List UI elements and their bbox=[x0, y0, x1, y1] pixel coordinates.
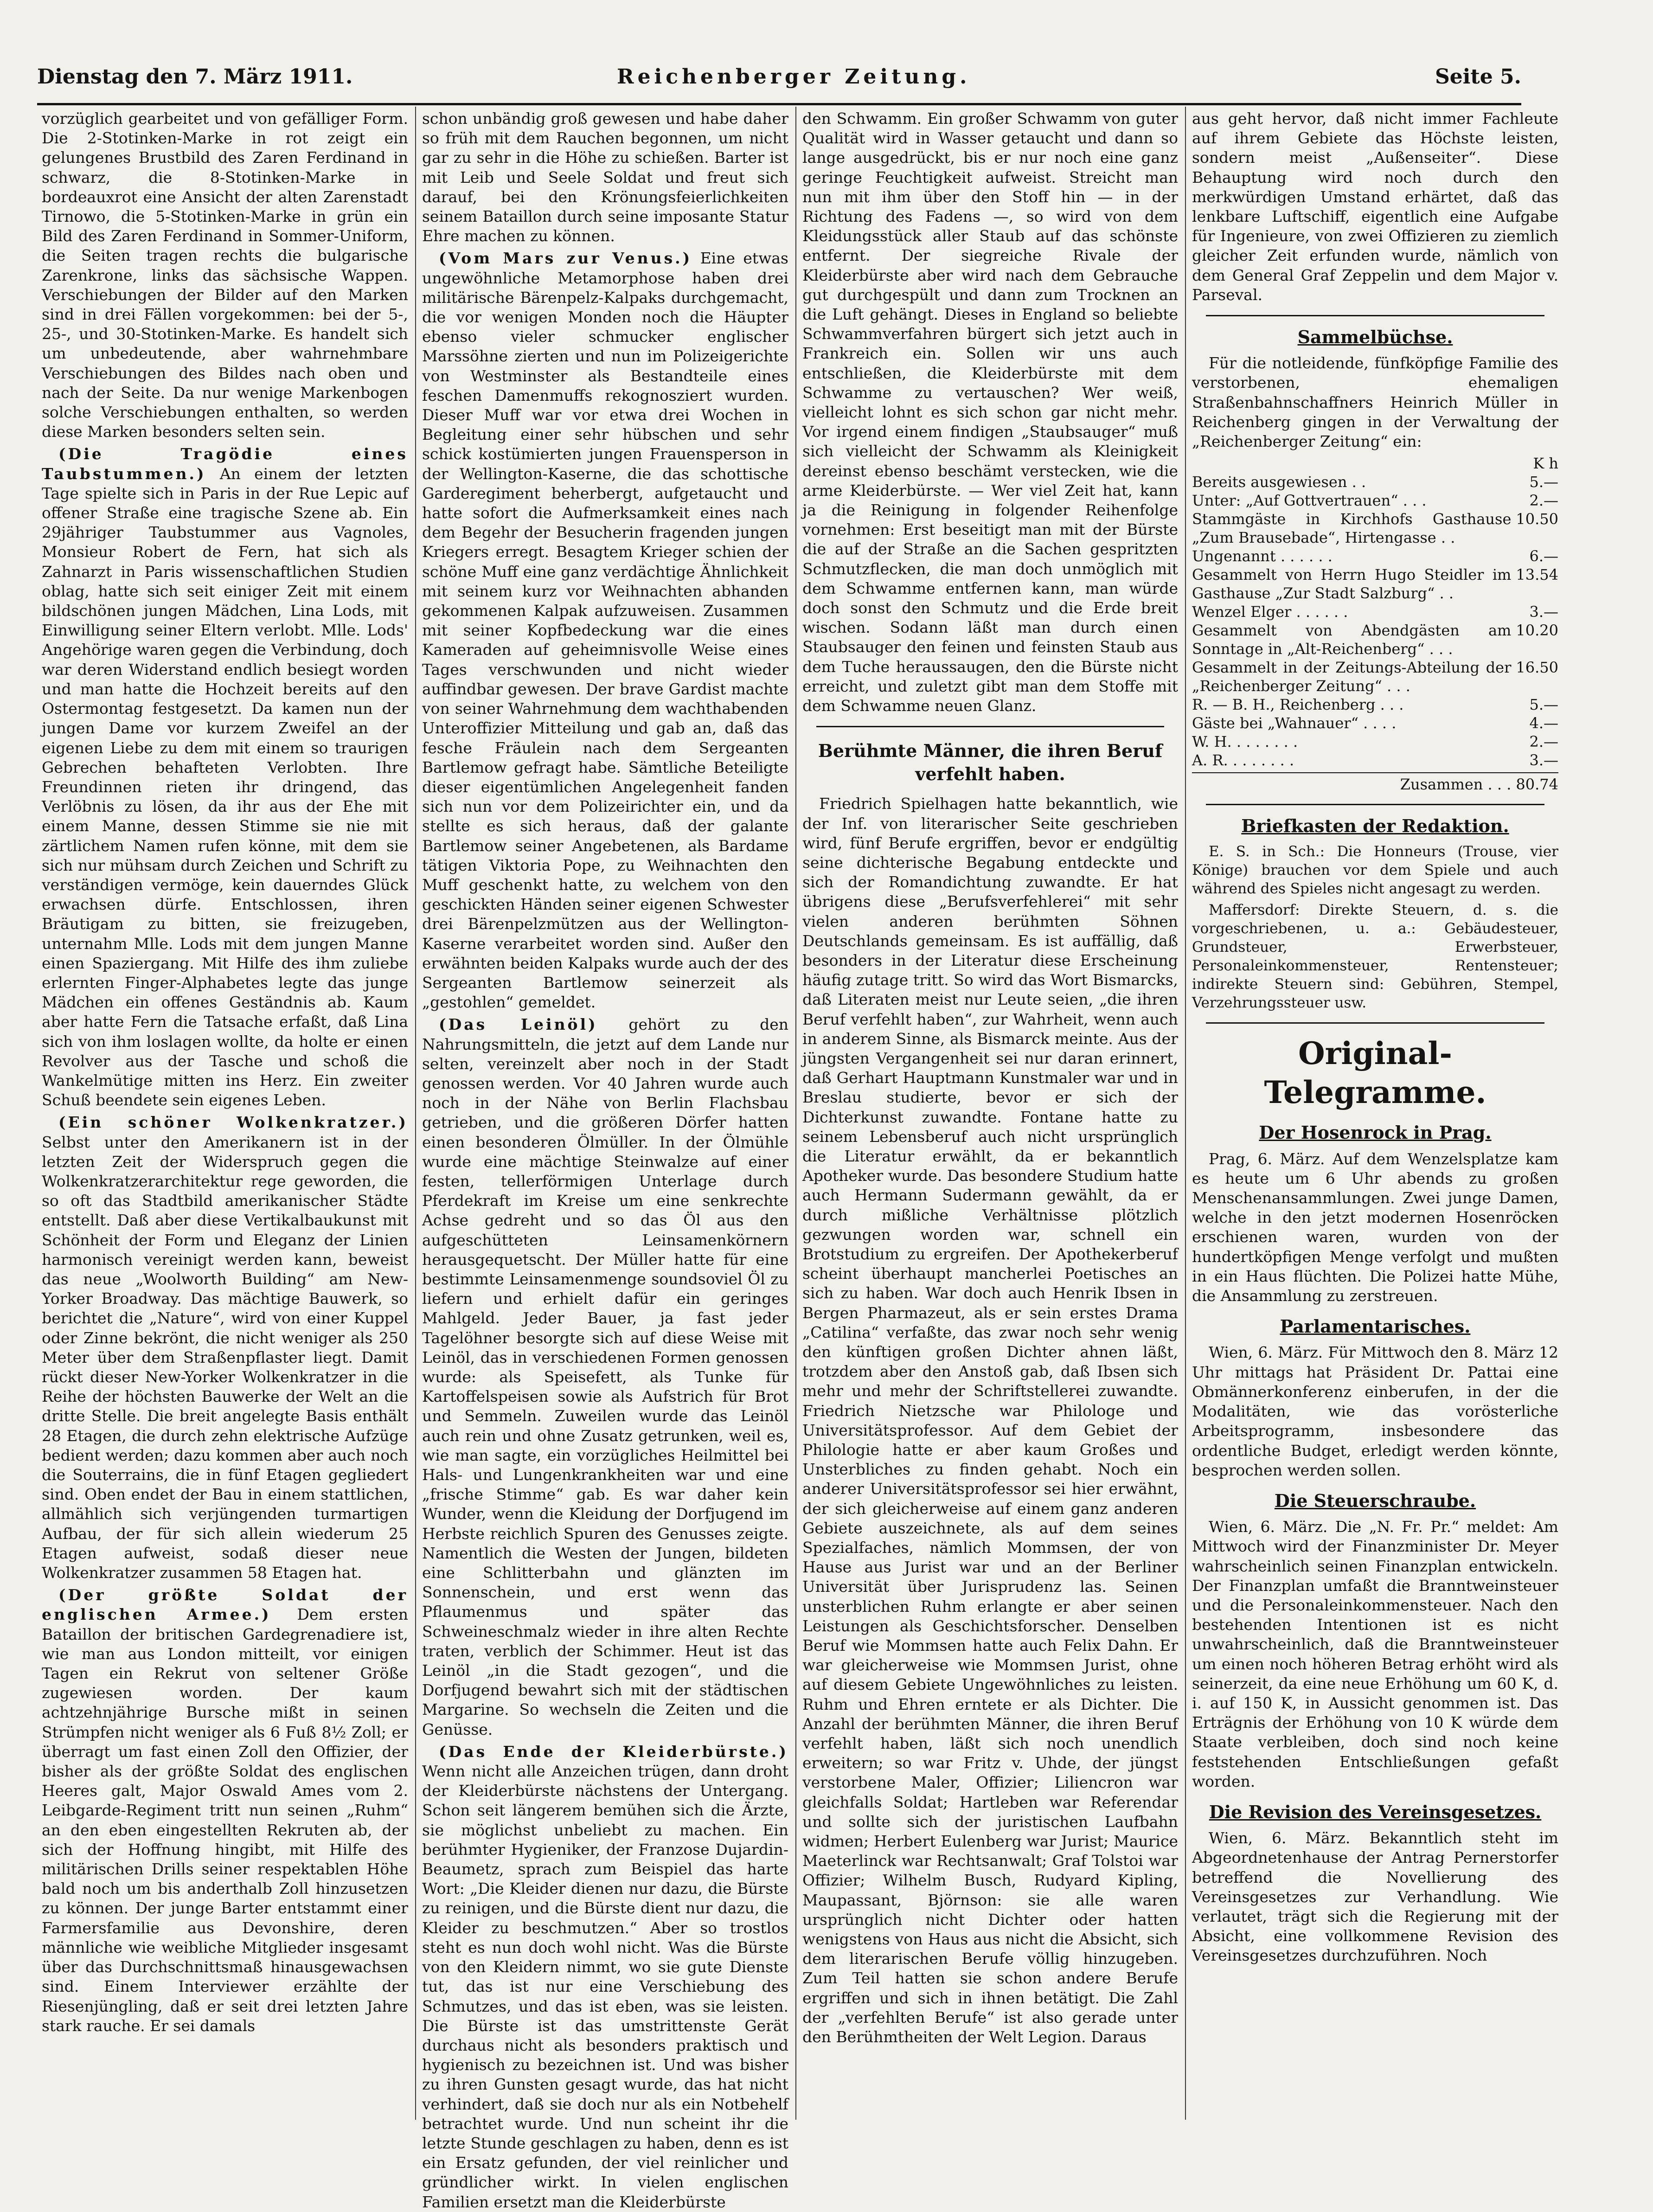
article-body: Dem ersten Bataillon der britischen Gardegrenadiere ist, wie man aus London mitteilt, vor einigen Tagen ein Rekrut von seltener Größe zugewiesen worden. Der kaum achtzehnjährige Bursche mißt in seinen Strümpfen nicht weniger als 6 Fuß 8½ Zoll; er überragt um fast einen Zoll den Offizier, der bisher als der größte Soldat des englischen Heeres galt, Major Oswald Ames vom 2. Leibgarde-Regiment tritt nun seinen „Ruhm“ an den eben eingestellten Rekruten ab, der sich der Hoffnung hingibt, mit Hilfe des militärischen Drills seiner respektablen Höhe bald noch um bis anderthalb Zoll hinzusetzen zu können. Der junge Barter entstammt einer Farmersfamilie aus Devonshire, deren männliche wie weibliche Mitglieder insgesamt über das Durchschnittsmaß hinausgewachsen sind. Einem Interviewer erzählte der Riesenjüngling, daß er seit drei letzten Jahre stark rauche. Er sei damals bbox=[42, 1605, 408, 2035]
column-1 bbox=[42, 109, 408, 2117]
section-rule bbox=[1206, 315, 1544, 316]
telegrams-title: Original-Telegramme. bbox=[1264, 1035, 1486, 1111]
article-famous-men-end: aus geht hervor, daß nicht immer Fachleute auf ihrem Gebiete das Höchste leisten, sondern meist „Außenseiter“. Diese Behauptung wird noch durch den merkwürdigen Umstand erhärtet, daß das lenkbare Luftschiff, eigentlich eine Aufgabe für Ingenieure, von zwei Offizieren zu ziemlich gleicher Zeit erfunden wurde, nämlich von dem General Graf Zeppelin und dem Major v. Parseval. bbox=[1192, 109, 1558, 304]
mailbox-answer: Maffersdorf: Direkte Steuern, d. s. die vorgeschriebenen, u. a.: Gebäudesteuer, Grundsteuer, Erwerbsteuer, Personaleinkommensteuer, Rentensteuer; indirekte Steuern sind: Gebühren, Stempel, Verzehrungssteuer usw. bbox=[1192, 902, 1558, 1012]
newspaper-title: Reichenberger Zeitung. bbox=[617, 65, 971, 89]
total-row bbox=[1192, 772, 1558, 794]
donation-list bbox=[1192, 454, 1558, 794]
section-heading: Berühmte Männer, die ihren Beruf verfehlt haben. bbox=[818, 740, 1163, 785]
article-body: Eine etwas ungewöhnliche Metamorphose haben drei militärische Bärenpelz-Kalpaks durchgemacht, die vor wenigen Monden noch die Häupter ebenso vieler schmucker englischer Marssöhne zierten und nun im Polizeigerichte von Westminster als Bestandteile eines feschen Damenmuffs rekognosziert wurden. Dieser Muff war vor etwa drei Wochen in Begleitung einer sehr hübschen und sehr schick kostümierten jungen Frauensperson in der Wellington-Kaserne, die das schottische Garderegiment beherbergt, aufgetaucht und hatte sofort die Aufmerksamkeit eines nach dem Begehr der Besucherin fragenden jungen Kriegers erregt. Besagtem Krieger schien der schöne Muff eine ganz verdächtige Ähnlichkeit mit seinem kurz vor Weihnachten abhanden gekommenen Kalpak aufzuweisen. Zusammen mit seiner Kopfbedeckung war die eines Kameraden auf geheimnisvolle Weise eines Tages verschwunden und nicht wieder auffindbar gewesen. Der brave Gardist machte von seiner Wahrnehmung dem wachthabenden Unteroffizier Mitteilung und gab an, daß das fesche Fräulein nach dem Sergeanten Bartlemow gefragt habe. Sämtliche Beteiligte dieser eigentümlichen Angelegenheit fanden sich nun vor dem Polizeirichter ein, und da stellte es sich heraus, daß der galante Bartlemow seiner Angebetenen, als Bardame tätigen Viktoria Pope, zu Weihnachten den Muff geschenkt hatte, zu welchem von den geschickten Händen seiner eigenen Schwester drei Bärenpelzmützen aus der Wellington-Kaserne verarbeitet worden sind. Außer den erwähnten beiden Kalpaks wurde auch der des Sergeanten Bartlemow seinerzeit als „gestohlen“ gemeldet. bbox=[422, 249, 788, 1012]
article-tallest-soldier bbox=[42, 1585, 408, 2036]
list-item: Unter: „Auf Gottvertrauen“ . . . 2.— bbox=[1192, 492, 1558, 510]
column-2 bbox=[422, 109, 788, 2211]
mailbox-title: Briefkasten der Redaktion. bbox=[1241, 815, 1509, 837]
telegram-heading: Die Revision des Vereinsgesetzes. bbox=[1209, 1801, 1542, 1822]
article-body: Wenn nicht alle Anzeichen trügen, dann droht der Kleiderbürste nächstens der Untergang. Schon seit längerem bemühen sich die Ärzte, sie möglichst unbeliebt zu machen. Ein berühmter Hygieniker, der Franzose Dujardin-Beaumetz, sprach zum Beispiel das harte Wort: „Die Kleider dienen nur dazu, die Bürste zu reinigen, und die Bürste dient nur dazu, die Kleider zu beschmutzen.“ Aber so trostlos steht es nun doch wohl nicht. Was die Bürste von den Kleidern nimmt, wo sie gute Dienste tut, das ist nur eine Verschiebung des Schmutzes, und das ist eben, was sie leisten. Die Bürste ist das umstrittenste Gerät durchaus nicht als besonders praktisch und hygienisch zu bezeichnen ist. Und was bisher zu ihren Gunsten gesagt wurde, das hat nicht verhindert, daß sie doch nur als ein Notbehelf betrachtet wurde. Und nun scheint ihr die letzte Stunde geschlagen zu haben, denn es ist ein Ersatz gefunden, der viel reinlicher und gründlicher wirkt. In vielen englischen Familien ersetzt man die Kleiderbürste bbox=[422, 1762, 788, 2211]
mailbox-answer: E. S. in Sch.: Die Honneurs (Trouse, vier Könige) brauchen vor dem Spiele und auch während des Spieles nicht angesagt zu werden. bbox=[1192, 843, 1558, 898]
article-title: (Die Tragödie eines Taubstummen.) bbox=[42, 445, 408, 483]
section-rule bbox=[1206, 1022, 1544, 1024]
header-date: Dienstag den 7. März 1911. bbox=[37, 65, 353, 89]
article-sponge: den Schwamm. Ein großer Schwamm von guter Qualität wird in Wasser getaucht und dann so lange ausgedrückt, bis er nur noch eine ganz geringe Feuchtigkeit aufweist. Streicht man nun mit ihm über den Stoff hin — in der Richtung des Fadens —, so wird von dem Kleidungsstück aller Staub auf das schönste entfernt. Der siegreiche Rivale der Kleiderbürste aber wird nach dem Gebrauche gut durchgespült und dann zum Trocknen an die Luft gehängt. Dieses in England so beliebte Schwammverfahren bürgert sich jetzt auch in Frankreich ein. Sollen wir uns auch entschließen, die Kleiderbürste mit dem Schwamme zu vertauschen? Wer weiß, vielleicht lohnt es sich schon gar nicht mehr. Vor irgend einem findigen „Staubsauger“ muß sich vielleicht der Schwamm als Kleinigkeit dereinst ebenso beschämt verstecken, wie die arme Kleiderbürste. — Wer viel Zeit hat, kann ja die Reinigung in folgender Reihenfolge vornehmen: Erst beseitigt man mit der Bürste die auf der Straße an die Sachen gespritzten Schmutzflecken, die man doch unmöglich mit dem Schwamme entfernen kann, man würde doch sonst den Schmutz und die Erde breit wischen. Sodann läßt man durch einen Staubsauger den feinen und feinsten Staub aus dem Tuche heraussaugen, den die Bürste nicht erreicht, und zuletzt gibt man dem Stoffe mit dem Schwamme neuen Glanz. bbox=[802, 109, 1178, 715]
article-clothes-brush bbox=[422, 1742, 788, 2212]
list-item: Bereits ausgewiesen . . 5.— bbox=[1192, 473, 1558, 491]
column-divider bbox=[795, 107, 796, 2120]
column-4 bbox=[1192, 109, 1558, 2117]
page-number: Seite 5. bbox=[1435, 65, 1521, 89]
list-item: W. H. . . . . . . . 2.— bbox=[1192, 733, 1558, 751]
article-title: (Der größte Soldat der englischen Armee.) bbox=[42, 1586, 408, 1624]
list-item: R. — B. H., Reichenberg . . . 5.— bbox=[1192, 696, 1558, 714]
telegram-heading: Der Hosenrock in Prag. bbox=[1259, 1122, 1492, 1143]
column-divider bbox=[1185, 107, 1186, 2120]
list-item: Gesammelt in der Zeitungs-Abteilung der „Reichenberger Zeitung“ . . . 16.50 bbox=[1192, 659, 1558, 695]
article-body: gehört zu den Nahrungsmitteln, die jetzt auf dem Lande nur selten, vereinzelt aber noch in der Stadt genossen werden. Vor 40 Jahren wurde auch noch in der Nähe von Berlin Flachsbau getrieben, und die größeren Dörfer hatten einen besonderen Ölmüller. In der Ölmühle wurde eine mächtige Steinwalze auf einer festen, tellerförmigen Unterlage durch Pferdekraft im Kreise um eine senkrechte Achse gedreht und so das Öl aus den aufgeschütteten Leinsamenkörnern herausgequetscht. Der Müller hatte für eine bestimmte Leinsamenmenge soundsoviel Öl zu liefern und erhielt dafür ein geringes Mahlgeld. Jeder Bauer, ja fast jeder Tagelöhner besorgte sich auf diese Weise mit Leinöl, das in verschiedenen Formen genossen wurde: als Speisefett, als Tunke für Kartoffelspeisen sowie als Aufstrich für Brot und Semmeln. Zuweilen wurde das Leinöl auch rein und ohne Zusatz getrunken, weil es, wie man sagte, ein vorzügliches Heilmittel bei Hals- und Lungenkrankheiten war und eine „frische Stimme“ gab. Es war daher kein Wunder, wenn die Kleidung der Dorfjugend im Herbste reichlich Spuren des Genusses zeigte. Namentlich die Westen der Jungen, bildeten eine Schlitterbahn und glänzten im Sonnenschein, und erst wenn das Pflaumenmus und später das Schweineschmalz wieder in ihre alten Rechte traten, verblich der Schimmer. Heut ist das Leinöl „in die Stadt gezogen“, und die Dorfjugend bewahrt sich mit der städtischen Margarine. So wechseln die Zeiten und die Genüsse. bbox=[422, 1015, 788, 1738]
list-item: Gesammelt von Herrn Hugo Steidler im Gasthause „Zur Stadt Salzburg“ . . 13.54 bbox=[1192, 566, 1558, 603]
telegram-body: Wien, 6. März. Die „N. Fr. Pr.“ meldet: Am Mittwoch wird der Finanzminister Dr. Meyer wahrscheinlich seinen Finanzplan entwickeln. Der Finanzplan umfaßt die Branntweinsteuer und die Personaleinkommensteuer. Nach den bestehenden Intentionen ist es nicht unwahrscheinlich, daß die Branntweinsteuer um einen noch höheren Betrag erhöht wird als seinerzeit, da eine neue Erhöhung um 60 K, d. i. auf 150 K, in Aussicht genommen ist. Das Erträgnis der Erhöhung von 10 K würde dem Staate verbleiben, doch sind noch keine feststehenden Entschließungen gefaßt worden. bbox=[1192, 1518, 1558, 1790]
article-soldier-end: schon unbändig groß gewesen und habe daher so früh mit dem Rauchen begonnen, um nicht gar zu sehr in die Höhe zu schießen. Barter ist mit Leib und Seele Soldat und freut sich darauf, bei den Krönungsfeierlichkeiten seinem Bataillon durch seine imposante Statur Ehre machen zu können. bbox=[422, 109, 788, 245]
list-item: Wenzel Elger . . . . . . 3.— bbox=[1192, 603, 1558, 621]
column-3 bbox=[802, 109, 1178, 2117]
telegram-heading: Parlamentarisches. bbox=[1280, 1316, 1471, 1337]
list-item: Ungenannt . . . . . . 6.— bbox=[1192, 547, 1558, 565]
telegram-body: Wien, 6. März. Für Mittwoch den 8. März 12 Uhr mittags hat Präsident Dr. Pattai eine Obmännerkonferenz einberufen, in der die Modalitäten, wie das vorösterliche Arbeitsprogramm, insbesondere das ordentliche Budget, erledigt werden könnte, besprochen werden sollen. bbox=[1192, 1343, 1558, 1479]
article-title: (Vom Mars zur Venus.) bbox=[439, 249, 692, 268]
total-amount: 80.74 bbox=[1516, 776, 1558, 794]
article-skyscraper bbox=[42, 1113, 408, 1583]
article-famous-men: Friedrich Spielhagen hatte bekanntlich, wie der Inf. von literarischer Seite geschrieben wird, fünf Berufe ergriffen, bevor er endgültig seine dichterische Begabung entdeckte und sich der Romandichtung zuwandte. Er hat übrigens diese „Berufsverfehlerei“ mit sehr vielen anderen berühmten Söhnen Deutschlands gemeinsam. Es ist auffällig, daß besonders in der Literatur diese Erscheinung häufig zutage tritt. So wird das Wort Bismarcks, daß Literaten meist nur Leute seien, „die ihren Beruf verfehlt haben“, zur Wahrheit, wenn auch in anderem Sinne, als Bismarck meinte. Aus der jüngsten Vergangenheit sei nur daran erinnert, daß Gerhart Hauptmann Kunstmaler war und in Breslau studierte, bevor er sich der Dichterkunst zuwandte. Fontane hatte zu seinem Lebensberuf auch nicht ursprünglich die Literatur erwählt, da er bekanntlich Apotheker wurde. Das besondere Studium hatte auch Hermann Sudermann gewählt, da er durch mißliche Verhältnisse plötzlich gezwungen worden war, schnell ein Brotstudium zu ergreifen. Der Apothekerberuf scheint überhaupt mancherlei Poetisches an sich zu haben. War doch auch Henrik Ibsen in Bergen Pharmazeut, als er sein erstes Drama „Catilina“ verfaßte, das zwar noch sehr wenig den künftigen großen Dichter ahnen läßt, trotzdem aber den Anstoß gab, daß Ibsen sich mehr und mehr der Schriftstellerei zuwandte. Friedrich Nietzsche war Philologe und Universitätsprofessor. Auf dem Gebiet der Philologie hatte er aber kaum Großes und Unsterbliches zu finden gehabt. Noch ein anderer Universitätsprofessor sei hier erwähnt, der sich gleicherweise auf einem ganz anderen Gebiete auszeichnete, als auf dem seines Spezialfaches, nämlich Mommsen, der von Hause aus Jurist war und an der Berliner Universität über Jurisprudenz las. Seinen unsterblichen Ruhm erlangte er aber seinen Leistungen als Geschichtsforscher. Denselben Beruf wie Mommsen hatte auch Felix Dahn. Er war gleicherweise wie Mommsen Jurist, ohne auf diesem Gebiete Ungewöhnliches zu leisten. Ruhm und Ehren erntete er als Dichter. Die Anzahl der berühmten Männer, die ihren Beruf verfehlt haben, läßt sich noch unendlich erweitern; so war Fritz v. Uhde, der jüngst verstorbene Maler, Offizier; Liliencron war gleichfalls Soldat; Hartleben war Referendar und sollte sich der juristischen Laufbahn widmen; Herbert Eulenberg war Jurist; Maurice Maeterlinck war Rechtsanwalt; Graf Tolstoi war Offizier; Wilhelm Busch, Rudyard Kipling, Maupassant, Björnson: sie alle waren ursprünglich nicht Dichter oder hatten wenigstens von Haus aus nicht die Absicht, sich dem literarischen Berufe völlig hinzugeben. Zum Teil hatten sie schon andere Berufe ergriffen und sich in ihnen betätigt. Die Zahl der „verfehlten Berufe“ ist also gerade unter den Berühmtheiten der Welt Legion. Daraus bbox=[802, 795, 1178, 2046]
telegram-body: Prag, 6. März. Auf dem Wenzelsplatze kam es heute um 6 Uhr abends zu großen Menschenansammlungen. Zwei junge Damen, welche in den jetzt modernen Hosenröcken erschienen waren, wurden von der hundertköpfigen Menge verfolgt und mußten in ein Haus flüchten. Die Polizei hatte Mühe, die Ansammlung zu zerstreuen. bbox=[1192, 1149, 1558, 1305]
list-item: Stammgäste in Kirchhofs Gasthause „Zum Brausebade“, Hirtengasse . . 10.50 bbox=[1192, 510, 1558, 547]
telegram-body: Wien, 6. März. Bekanntlich steht im Abgeordnetenhause der Antrag Pernerstorfer betreffend die Novellierung des Vereinsgesetzes zur Verhandlung. Wie verlautet, trägt sich die Regierung mit der Absicht, eine vollkommene Revision des Vereinsgesetzes durchzuführen. Noch bbox=[1192, 1829, 1558, 1965]
section-rule bbox=[1206, 804, 1544, 805]
list-item: Gesammelt von Abendgästen am Sonntage in „Alt-Reichenberg“ . . . 10.20 bbox=[1192, 622, 1558, 658]
header-rule bbox=[37, 103, 1521, 105]
article-linseed-oil bbox=[422, 1015, 788, 1739]
page-header bbox=[37, 65, 1521, 97]
article-stamps-end: vorzüglich gearbeitet und von gefälliger Form. Die 2-Stotinken-Marke in rot zeigt ein gelungenes Brustbild des Zaren Ferdinand in schwarz, die 8-Stotinken-Marke in bordeauxrot eine Ansicht der alten Zarenstadt Tirnowo, die 5-Stotinken-Marke in grün ein Bild des Zaren Ferdinand in Sommer-Uniform, die Seiten tragen rechts die bulgarische Zarenkrone, links das sächsische Wappen. Verschiebungen der Bilder auf den Marken sind in drei Fällen vorgekommen: bei der 5-, 25-, und 30-Stotinken-Marke. Es handelt sich um unbedeutende, aber wahrnehmbare Verschiebungen des Bildes nach oben und nach der Seite. Da nur wenige Markenbogen solche Verschiebungen enthalten, so werden diese Marken besonders selten sein. bbox=[42, 109, 408, 441]
column-divider bbox=[415, 107, 416, 2120]
currency-label: K h bbox=[1533, 455, 1558, 473]
list-item: Gäste bei „Wahnauer“ . . . . 4.— bbox=[1192, 714, 1558, 732]
collection-title: Sammelbüchse. bbox=[1297, 327, 1453, 348]
article-body: An einem der letzten Tage spielte sich in Paris in der Rue Lepic auf offener Straße eine tragische Szene ab. Ein 29jähriger Taubstummer aus Vagnoles, Monsieur Robert de Fern, hat sich als Zahnarzt in Paris wissenschaftlichen Studien oblag, hatte sich seit einiger Zeit mit einem bildschönen jungen Mädchen, Lina Lods, mit Einwilligung seiner Eltern verlobt. Mlle. Lods' Angehörige waren gegen die Verbindung, doch war deren Widerstand endlich besiegt worden und man hatte die Hochzeit bereits auf den Ostermontag festgesetzt. Da kamen nun der jungen Dame vor kurzem Zweifel an der eigenen Liebe zu dem mit einem so traurigen Gebrechen behafteten Verlobten. Ihre Freundinnen rieten ihr dringend, das Verlöbnis zu lösen, da ihr aus der Ehe mit einem Manne, dessen Stimme sie nie mit zärtlichem Namen rufen könne, mit dem sie sich nur mühsam durch Zeichen und Schrift zu verständigen vermöge, kein dauerndes Glück erwachsen dürfe. Entschlossen, ihren Bräutigam zu bitten, sie freizugeben, unternahm Mlle. Lods mit dem jungen Manne einen Spaziergang. Mit Hilfe des ihm zuliebe erlernten Finger-Alphabetes legte das junge Mädchen ein offenes Geständnis ab. Kaum aber hatte Fern die Tatsache erfaßt, daß Lina sich von ihm loslagen wollte, da holte er einen Revolver aus der Tasche und schoß die Wankelmütige mitten ins Herz. Ein zweiter Schuß beendete sein eigenes Leben. bbox=[42, 464, 408, 1109]
collection-intro: Für die notleidende, fünfköpfige Familie des verstorbenen, ehemaligen Straßenbahnschaffners Heinrich Müller in Reichenberg gingen in der Verwaltung der „Reichenberger Zeitung“ ein: bbox=[1192, 354, 1558, 451]
article-deaf-tragedy bbox=[42, 444, 408, 1110]
telegram-heading: Die Steuerschraube. bbox=[1274, 1490, 1476, 1511]
article-title: (Ein schöner Wolkenkratzer.) bbox=[58, 1113, 408, 1132]
article-title: (Das Ende der Kleiderbürste.) bbox=[439, 1742, 788, 1761]
list-item: A. R. . . . . . . . 3.— bbox=[1192, 751, 1558, 769]
currency-header bbox=[1192, 454, 1558, 473]
article-title: (Das Leinöl) bbox=[439, 1015, 598, 1034]
total-label: Zusammen . . . bbox=[1400, 776, 1512, 794]
article-body: Selbst unter den Amerikanern ist in der letzten Zeit der Widerspruch gegen die Wolkenkratzerarchitektur rege geworden, die so oft das Stadtbild amerikanischer Städte entstellt. Daß aber diese Vertikalbaukunst mit Schönheit der Form und Eleganz der Linien harmonisch vereinigt werden kann, beweist das neue „Woolworth Building“ am New-Yorker Broadway. Das mächtige Bauwerk, so berichtet die „Nature“, wird von einer Kuppel oder Zinne bekrönt, die nicht weniger als 250 Meter über dem Straßenpflaster liegt. Damit rückt dieser New-Yorker Wolkenkratzer in die Reihe der höchsten Bauwerke der Welt an die dritte Stelle. Die breit angelegte Basis enthält 28 Etagen, die durch zehn elektrische Aufzüge bedient werden; dazu kommen aber auch noch die Souterrains, die in fünf Etagen gegliedert sind. Oben endet der Bau in einem stattlichen, allmählich sich verjüngenden turmartigen Aufbau, der für sich allein wiederum 25 Etagen aufweist, sodaß dieser neue Wolkenkratzer zusammen 58 Etagen hat. bbox=[42, 1133, 408, 1582]
section-rule bbox=[816, 726, 1164, 727]
article-mars-venus bbox=[422, 249, 788, 1012]
